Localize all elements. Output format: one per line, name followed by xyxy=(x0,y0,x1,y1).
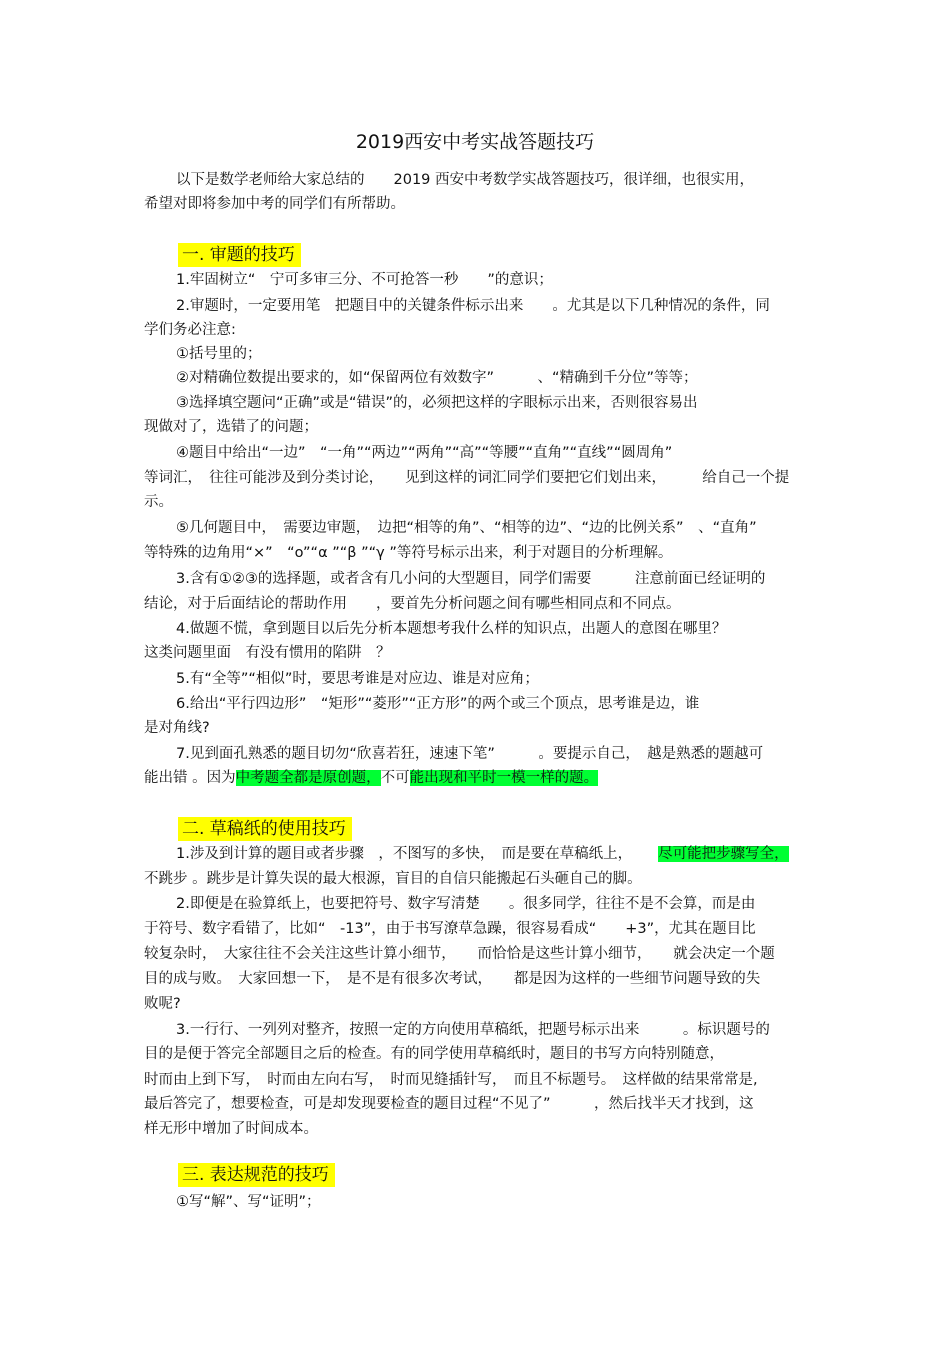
text-line: ①括号里的； xyxy=(176,346,262,362)
green-highlight: 能出现和平时一模一样的题。 xyxy=(409,770,599,786)
text-line: 6.给出“平行四边形” “矩形”“菱形”“正方形”的两个或三个顶点，思考谁是边，谁 xyxy=(176,696,700,712)
section-heading: 三. 表达规范的技巧 xyxy=(178,1163,335,1187)
text-line: 这类问题里面 有没有惯用的陷阱 ？ xyxy=(144,645,391,661)
text-line: 4.做题不慌，拿到题目以后先分析本题想考我什么样的知识点，出题人的意图在哪里？ xyxy=(176,621,727,637)
text-line: ④题目中给出“一边” “一角”“两边”“两角”“高”“等腰”“直角”“直线”“圆周角” xyxy=(176,445,673,461)
text-line: 等特殊的边角用“×” “o”“α ”“β ”“γ ”等符号标示出来，利于对题目的分析理解。 xyxy=(144,545,673,561)
text-line: 等词汇， 往往可能涉及到分类讨论， 见到这样的词汇同学们要把它们划出来， 给自己一个提 xyxy=(144,470,790,486)
text-line: 败呢? xyxy=(144,996,181,1012)
green-highlight: 中考题全都是原创题， xyxy=(235,770,381,786)
text-line: 于符号、数字看错了，比如“ -13”，由于书写潦草急躁，很容易看成“ +3”，尤其在题目比 xyxy=(144,921,756,937)
text-line: 较复杂时， 大家往往不会关注这些计算小细节， 而恰恰是这些计算小细节， 就会决定一个题 xyxy=(144,946,775,962)
text-line: ①写“解”、写“证明”； xyxy=(176,1194,321,1210)
text-span: 1.涉及到计算的题目或者步骤 ，不图写的多快， 而是要在草稿纸上， xyxy=(176,846,633,862)
text-line: ③选择填空题问“正确”或是“错误”的，必须把这样的字眼标示出来，否则很容易出 xyxy=(176,395,698,411)
green-highlight: 尽可能把步骤写全， xyxy=(658,846,789,862)
text-line: 时而由上到下写， 时而由左向右写， 时而见缝插针写， 而且不标题号。 这样做的结果常常是, xyxy=(144,1072,758,1088)
document-title: 2019西安中考实战答题技巧 xyxy=(355,131,595,153)
text-line: 不跳步 。跳步是计算失误的最大根源，盲目的自信只能搬起石头砸自己的脚。 xyxy=(144,871,642,887)
text-line: 现做对了，选错了的问题； xyxy=(144,419,318,435)
text-line: 结论，对于后面结论的帮助作用 ，要首先分析问题之间有哪些相同点和不同点。 xyxy=(144,596,681,612)
text-span: 能出错 。因为 xyxy=(144,770,236,786)
text-line: ⑤几何题目中， 需要边审题， 边把“相等的角”、“相等的边”、“边的比例关系” 、“直角” xyxy=(176,520,757,536)
intro-line: 以下是数学老师给大家总结的 2019 西安中考数学实战答题技巧，很详细，也很实用， xyxy=(176,172,755,188)
text-line: 2.即便是在验算纸上，也要把符号、数字写清楚 。很多同学，往往不是不会算，而是由 xyxy=(176,896,756,912)
text-line: 5.有“全等”“相似”时，要思考谁是对应边、谁是对应角； xyxy=(176,671,539,687)
text-line: 目的是便于答完全部题目之后的检查。有的同学使用草稿纸时，题目的书写方向特别随意， xyxy=(144,1046,724,1062)
text-line: 7.见到面孔熟悉的题目切勿“欣喜若狂，速速下笔” 。要提示自己， 越是熟悉的题越可 xyxy=(176,746,764,762)
text-line: 2.审题时，一定要用笔 把题目中的关键条件标示出来 。尤其是以下几种情况的条件，同 xyxy=(176,298,770,314)
text-line: 示。 xyxy=(144,494,173,510)
text-line: 3.含有①②③的选择题，或者含有几小问的大型题目，同学们需要 注意前面已经证明的 xyxy=(176,571,766,587)
text-line: 最后答完了，想要检查，可是却发现要检查的题目过程“不见了” ，然后找半天才找到，这 xyxy=(144,1096,754,1112)
section-heading: 一. 审题的技巧 xyxy=(178,243,301,267)
text-line-highlighted xyxy=(144,768,598,788)
text-line: 目的成与败。 大家回想一下， 是不是有很多次考试， 都是因为这样的一些细节问题导致的失 xyxy=(144,971,761,987)
text-span: 不可 xyxy=(380,770,410,786)
text-line: 1.牢固树立“ 宁可多审三分、不可抢答一秒 ”的意识； xyxy=(176,272,553,288)
text-line: 3.一行行、一列列对整齐，按照一定的方向使用草稿纸，把题号标示出来 。标识题号的 xyxy=(176,1022,770,1038)
text-line-highlighted xyxy=(176,844,789,864)
text-line: 是对角线? xyxy=(144,720,210,736)
text-line: 学们务必注意: xyxy=(144,322,236,338)
intro-line: 希望对即将参加中考的同学们有所帮助。 xyxy=(144,196,405,212)
text-line: 样无形中增加了时间成本。 xyxy=(144,1121,318,1137)
section-heading: 二. 草稿纸的使用技巧 xyxy=(178,817,352,841)
text-line: ②对精确位数提出要求的，如“保留两位有效数字” 、“精确到千分位”等等； xyxy=(176,370,698,386)
